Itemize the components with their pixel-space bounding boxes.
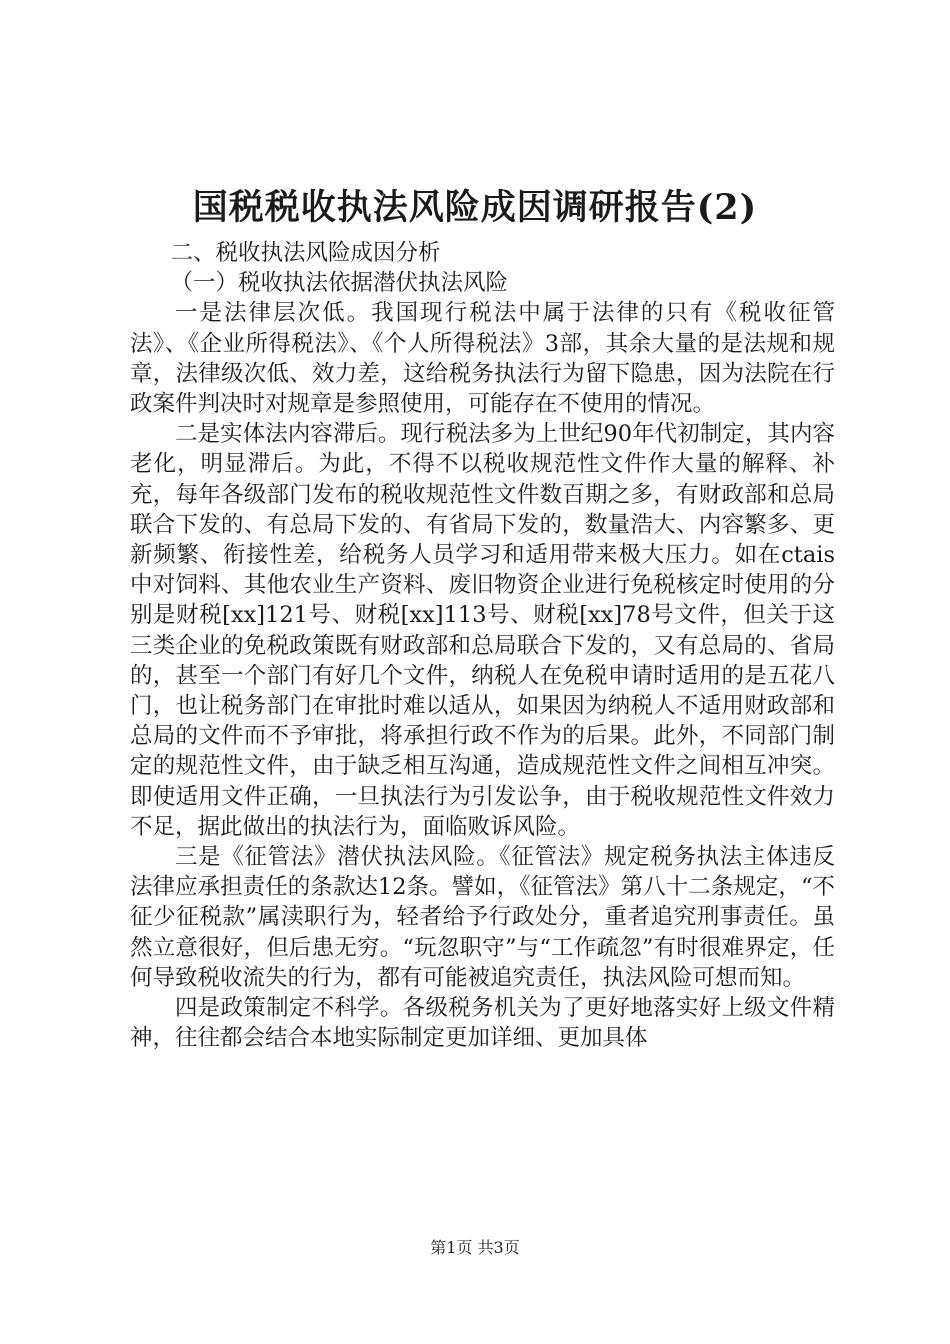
- document-title: 国税税收执法风险成因调研报告(2): [192, 187, 758, 228]
- paragraph-4: 四是政策制定不科学。各级税务机关为了更好地落实好上级文件精神，往往都会结合本地实际制定更加详细、更加具体: [130, 995, 835, 1052]
- subsection-heading: （一）税收执法依据潜伏执法风险: [170, 270, 509, 297]
- section-heading: 二、税收执法风险成因分析: [170, 240, 441, 266]
- page-footer: 第1页 共3页: [430, 1238, 520, 1257]
- paragraph-3: 三是《征管法》潜伏执法风险。《征管法》规定税务执法主体违反法律应承担责任的条款达12条。譬如，《征管法》第八十二条规定，“不征少征税款”属渎职行为，轻者给予行政处分，重者追究刑事责任。虽然立意很好，但后患无穷。“玩忽职守”与“工作疏忽”有时很难界定，任何导致税收流失的行为，都有可能被追究责任，执法风险可想而知。: [130, 844, 835, 991]
- paragraph-1: 一是法律层次低。我国现行税法中属于法律的只有《税收征管法》、《企业所得税法》、《个人所得税法》3部，其余大量的是法规和规章，法律级次低、效力差，这给税务执法行为留下隐患，因为法院在行政案件判决时对规章是参照使用，可能存在不使用的情况。: [130, 300, 835, 418]
- paragraph-2: 二是实体法内容滞后。现行税法多为上世纪90年代初制定，其内容老化，明显滞后。为此，不得不以税收规范性文件作大量的解释、补充，每年各级部门发布的税收规范性文件数百期之多，有财政部和总局联合下发的、有总局下发的、有省局下发的，数量浩大、内容繁多、更新频繁、衔接性差，给税务人员学习和适用带来极大压力。如在ctais中对饲料、其他农业生产资料、废旧物资企业进行免税核定时使用的分别是财税[xx]121号、财税[xx]113号、财税[xx]78号文件，但关于这三类企业的免税政策既有财政部和总局联合下发的，又有总局的、省局的，甚至一个部门有好几个文件，纳税人在免税申请时适用的是五花八门，也让税务部门在审批时难以适从，如果因为纳税人不适用财政部和总局的文件而不予审批，将承担行政不作为的后果。此外，不同部门制定的规范性文件，由于缺乏相互沟通，造成规范性文件之间相互冲突。即使适用文件正确，一旦执法行为引发讼争，由于税收规范性文件效力不足，据此做出的执法行为，面临败诉风险。: [130, 421, 835, 840]
- document-body: [130, 238, 835, 1053]
